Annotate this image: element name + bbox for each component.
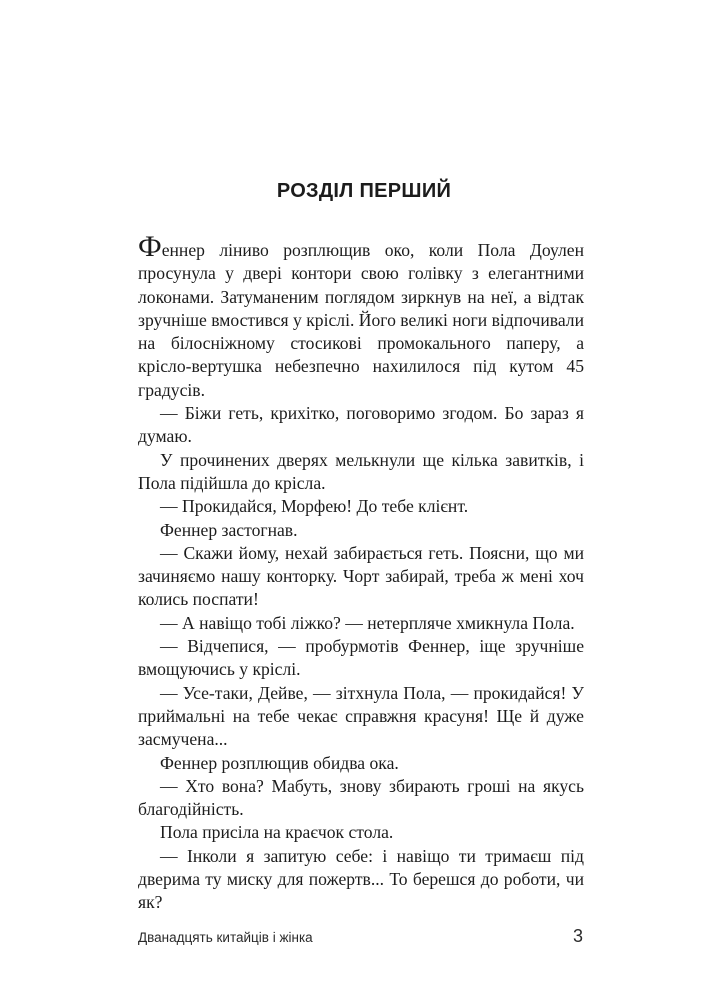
- page-number: 3: [572, 926, 583, 946]
- paragraph: — Біжи геть, крихітко, поговоримо згодом. Бо зараз я думаю.: [138, 403, 584, 447]
- paragraph: — Скажи йому, нехай забирається геть. Поясни, що ми зачиняємо нашу конторку. Чорт забирай, треба ж мені хоч колись поспати!: [138, 542, 584, 610]
- paragraph-text: еннер ліниво розплющив око, коли Пола Доулен просунула у двері контори свою голівку з елегантними локонами. Затуманеним поглядом зиркнув на неї, а відтак зручніше вмостився у кріслі. Його великі ноги відпочивали на білосніжному стосикові промокального паперу, а крісло-вертушка небезпечно нахилилося під кутом 45 градусів.: [138, 240, 584, 400]
- paragraph: Пола присіла на краєчок стола.: [160, 822, 394, 843]
- paragraph: У прочинених дверях мелькнули ще кілька завитків, і Пола підійшла до крісла.: [138, 449, 584, 493]
- paragraph: Феннер розплющив обидва ока.: [160, 752, 399, 773]
- chapter-title: РОЗДІЛ ПЕРШИЙ: [276, 180, 452, 202]
- drop-cap-letter: Ф: [138, 230, 162, 263]
- paragraph: — Прокидайся, Морфею! До тебе клієнт.: [160, 496, 469, 517]
- paragraph: Феннер застогнав.: [160, 519, 298, 540]
- body-text: [138, 230, 584, 915]
- running-footer-title: Дванадцять китайців і жінка: [138, 930, 313, 945]
- paragraph: — Інколи я запитую себе: і навіщо ти тримаєш під дверима ту миску для пожертв... То берешся до роботи, чи як?: [138, 845, 584, 913]
- paragraph: — А навіщо тобі ліжко? — нетерпляче хмикнула Пола.: [160, 612, 575, 633]
- paragraph: — Відчепися, — пробурмотів Феннер, іще зручніше вмощуючись у кріслі.: [138, 636, 584, 680]
- paragraph-opening: [138, 230, 584, 402]
- paragraph: — Хто вона? Мабуть, знову збирають гроші на якусь благодійність.: [138, 775, 584, 820]
- paragraph: — Усе-таки, Дейве, — зітхнула Пола, — прокидайся! У приймальні на тебе чекає справжня красуня! Ще й дуже засмучена...: [138, 682, 584, 750]
